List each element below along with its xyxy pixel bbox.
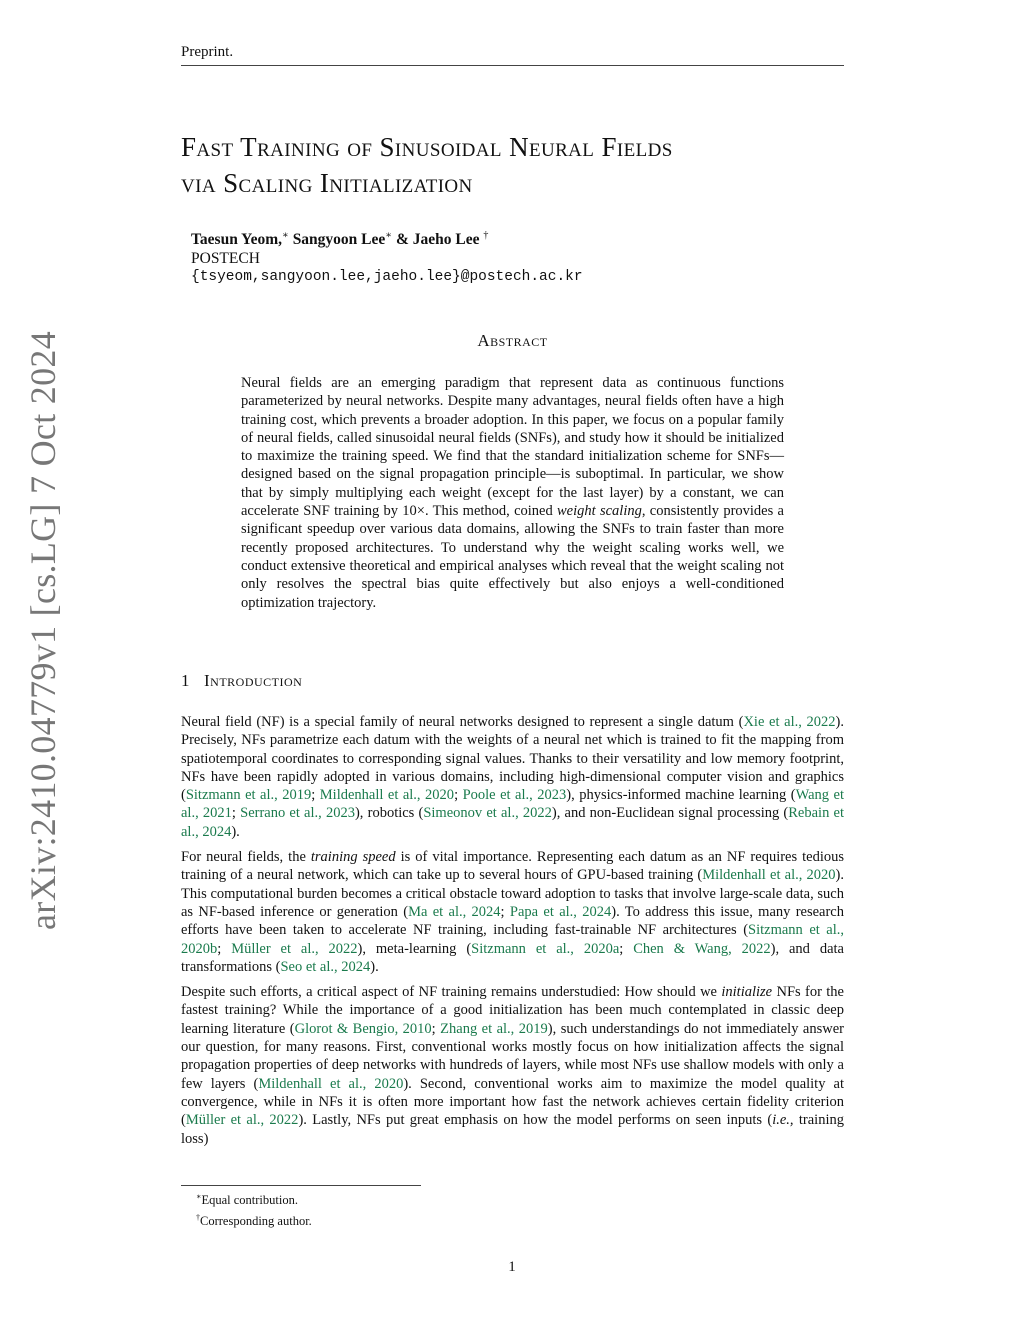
citation-link[interactable]: Serrano et al., 2023: [240, 805, 355, 822]
introduction-body: [181, 713, 844, 1155]
citation-link[interactable]: Mildenhall et al., 2020: [319, 787, 455, 804]
citation-link[interactable]: Mildenhall et al., 2020: [258, 1075, 404, 1092]
author-3: Jaeho Lee: [412, 231, 480, 249]
citation-link[interactable]: Ma et al., 2024: [408, 903, 501, 920]
citation-link[interactable]: Glorot & Bengio, 2010: [294, 1020, 432, 1037]
citation-link[interactable]: Poole et al., 2023: [462, 787, 567, 804]
author-names: [191, 226, 583, 249]
author-1-mark: ∗: [282, 230, 289, 241]
abstract-heading: Abstract: [477, 331, 548, 350]
citation-link[interactable]: Chen & Wang, 2022: [633, 940, 771, 957]
footnote-1: ∗Equal contribution.: [196, 1192, 298, 1208]
abstract-emphasis: weight scaling: [557, 503, 642, 520]
author-2: Sangyoon Lee: [288, 231, 386, 249]
citation-link[interactable]: Simeonov et al., 2022: [423, 805, 552, 822]
paragraph-1: Neural field (NF) is a special family of neural networks designed to represent a single datum (Xie et al., 2022). Precisely, NFs parametrize each datum with the weights of a neural net which is trained to fit the mapping from spatiotemporal coordinates to corresponding signal values. Thanks to their versatility and low memory footprint, NFs have been rapidly adopted in various domains, including high-dimensional computer vision and graphics (Sitzmann et al., 2019; Mildenhall et al., 2020; Poole et al., 2023), physics-informed machine learning (Wang et al., 2021; Serrano et al., 2023), robotics (Simeonov et al., 2022), and non-Euclidean signal processing (Rebain et al., 2024).: [181, 714, 844, 840]
header-rule: [181, 65, 844, 66]
citation-link[interactable]: Müller et al., 2022: [185, 1112, 299, 1129]
author-1: Taesun Yeom,: [191, 231, 283, 249]
abstract-text: Neural fields are an emerging paradigm that represent data as continuous functions parameterized by neural networks. Despite many advantages, neural fields often have a high training cost, which prevents a broader adoption. In this paper, we focus on a popular family of neural fields, called sinusoidal neural fields (SNFs), and study how it should be initialized to maximize the training speed. We find that the standard initialization scheme for SNFs—designed based on the signal propagation principle—is suboptimal. In particular, we show that by simply multiplying each weight (except for the last layer) by a constant, we can accelerate SNF training by 10×. This method, coined weight scaling, consistently provides a significant speedup over various data domains, allowing the SNFs to train faster than more recently proposed architectures. To understand why the weight scaling works well, we conduct extensive theoretical and empirical analyses which reveal that the weight scaling not only resolves the spectral bias quite effectively but also enjoys a well-conditioned optimization trajectory.: [241, 375, 784, 611]
citation-link[interactable]: Sitzmann et al., 2020a: [471, 940, 620, 957]
citation-link[interactable]: Sitzmann et al., 2020b: [181, 922, 845, 957]
footnote-rule: [181, 1185, 421, 1186]
emphasis: i.e.,: [772, 1112, 794, 1129]
citation-link[interactable]: Xie et al., 2022: [743, 714, 836, 730]
citation-link[interactable]: Papa et al., 2024: [509, 903, 612, 920]
author-block: [191, 226, 583, 287]
emphasis: training speed: [310, 849, 396, 866]
paper-title: [181, 129, 844, 201]
section-heading-introduction: [181, 671, 302, 691]
section-number: 1: [181, 671, 190, 690]
citation-link[interactable]: Sitzmann et al., 2019: [185, 787, 312, 804]
footnotes: [196, 1188, 312, 1230]
citation-link[interactable]: Wang et al., 2021: [181, 787, 844, 822]
affiliation: POSTECH: [191, 250, 260, 268]
citation-link[interactable]: Müller et al., 2022: [231, 940, 358, 957]
running-header: Preprint.: [181, 44, 234, 60]
title-line-2: via Scaling Initialization: [181, 168, 473, 198]
paragraph-3: Despite such efforts, a critical aspect of NF training remains understudied: How should we initialize NFs for the fastest training? While the importance of a good initialization has been much contemplated in classic deep learning literature (Glorot & Bengio, 2010; Zhang et al., 2019), such understandings do not immediately answer our question, for many reasons. First, conventional works mostly focus on how initialization affects the signal propagation properties of deep networks with hundreds of layers, while most NFs use shallow models with only a few layers (Mildenhall et al., 2020). Second, conventional works aim to maximize the model quality at convergence, while in NFs it is often more important how fast the network achieves certain fidelity criterion (Müller et al., 2022). Lastly, NFs put great emphasis on how the model performs on seen inputs (i.e., training loss): [181, 984, 844, 1147]
section-title: Introduction: [204, 671, 303, 690]
author-2-mark: ∗: [385, 230, 393, 241]
citation-link[interactable]: Rebain et al., 2024: [181, 805, 844, 840]
footnote-2: †Corresponding author.: [196, 1213, 312, 1229]
author-emails: {tsyeom,sangyoon.lee,jaeho.lee}@postech.ac.kr: [191, 269, 583, 286]
emphasis: initialize: [721, 984, 773, 1001]
citation-link[interactable]: Zhang et al., 2019: [440, 1020, 548, 1037]
title-line-1: Fast Training of Sinusoidal Neural Fields: [181, 132, 673, 162]
citation-link[interactable]: Seo et al., 2024: [280, 958, 371, 975]
author-separator: &: [392, 231, 413, 249]
citation-link[interactable]: Mildenhall et al., 2020: [702, 867, 836, 884]
author-3-mark: †: [483, 230, 489, 241]
page-number: 1: [508, 1259, 516, 1275]
paragraph-2: For neural fields, the training speed is of vital importance. Representing each datum as an NF requires tedious training of a neural network, which can take up to several hours of GPU-based training (Mildenhall et al., 2020). This computational burden becomes a critical obstacle toward adoption to tasks that involve large-scale data, such as NF-based inference or generation (Ma et al., 2024; Papa et al., 2024). To address this issue, many research efforts have been taken to accelerate NF training, including fast-trainable NF architectures (Sitzmann et al., 2020b; Müller et al., 2022), meta-learning (Sitzmann et al., 2020a; Chen & Wang, 2022), and data transformations (Seo et al., 2024).: [181, 849, 845, 975]
arxiv-identifier: arXiv:2410.04779v1 [cs.LG] 7 Oct 2024: [23, 331, 63, 930]
